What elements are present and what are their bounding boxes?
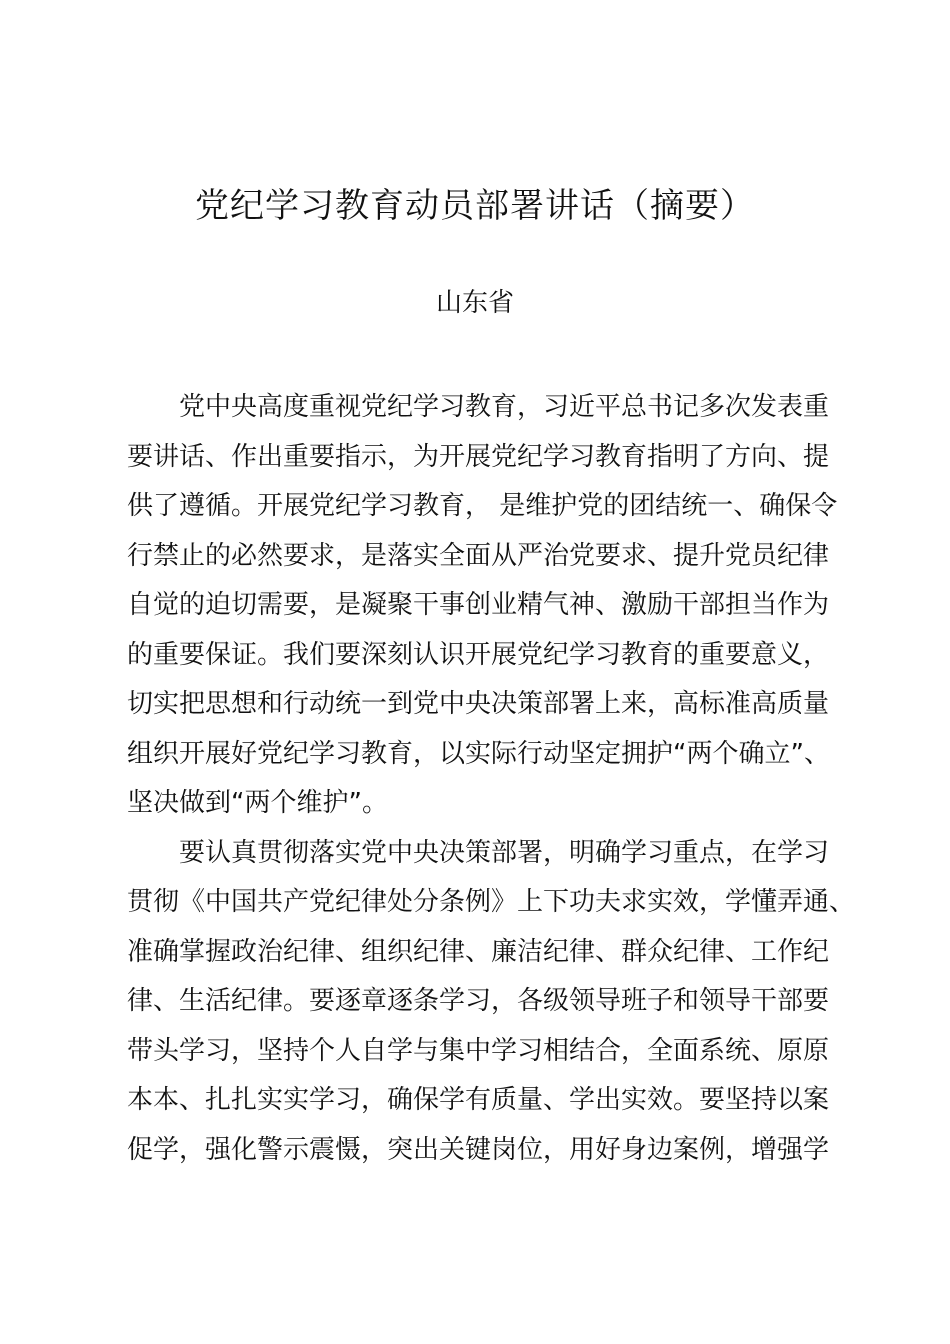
- document-body: [127, 383, 856, 1175]
- paragraph-1-line-9: 坚决做到“两个维护”。: [127, 788, 388, 818]
- paragraph-1-line-4: 行禁止的必然要求，是落实全面从严治党要求、提升党员纪律: [127, 540, 830, 571]
- document-author: 山东省: [435, 288, 514, 318]
- paragraph-1-line-5: 自觉的迫切需要，是凝聚干事创业精气神、激励干部担当作为: [127, 590, 830, 620]
- paragraph-1-line-8: 组织开展好党纪学习教育，以实际行动坚定拥护“两个确立”、: [127, 738, 830, 769]
- paragraph-1-line-7: 切实把思想和行动统一到党中央决策部署上来，高标准高质量: [127, 689, 830, 719]
- paragraph-1-line-2: 要讲话、作出重要指示，为开展党纪学习教育指明了方向、提: [127, 441, 830, 472]
- paragraph-2-line-5: 带头学习，坚持个人自学与集中学习相结合，全面系统、原原: [127, 1035, 830, 1066]
- paragraph-2-line-7: 促学，强化警示震慑，突出关键岗位，用好身边案例，增强学: [127, 1134, 830, 1165]
- paragraph-2-line-2: 贯彻《中国共产党纪律处分条例》上下功夫求实效，学懂弄通、: [127, 887, 856, 917]
- paragraph-1-line-1: 党中央高度重视党纪学习教育，习近平总书记多次发表重: [179, 392, 830, 422]
- paragraph-2-line-1: 要认真贯彻落实党中央决策部署，明确学习重点，在学习: [179, 837, 830, 868]
- paragraph-2-line-4: 律、生活纪律。要逐章逐条学习，各级领导班子和领导干部要: [127, 986, 830, 1016]
- paragraph-1-line-6: 的重要保证。我们要深刻认识开展党纪学习教育的重要意义，: [127, 639, 830, 670]
- document-title: 党纪学习教育动员部署讲话（摘要）: [195, 186, 755, 226]
- paragraph-1-line-3: 供了遵循。开展党纪学习教育， 是维护党的团结统一、确保令: [127, 491, 838, 521]
- paragraph-2-line-3: 准确掌握政治纪律、组织纪律、廉洁纪律、群众纪律、工作纪: [127, 936, 830, 967]
- paragraph-2-line-6: 本本、扎扎实实学习，确保学有质量、学出实效。要坚持以案: [127, 1085, 830, 1115]
